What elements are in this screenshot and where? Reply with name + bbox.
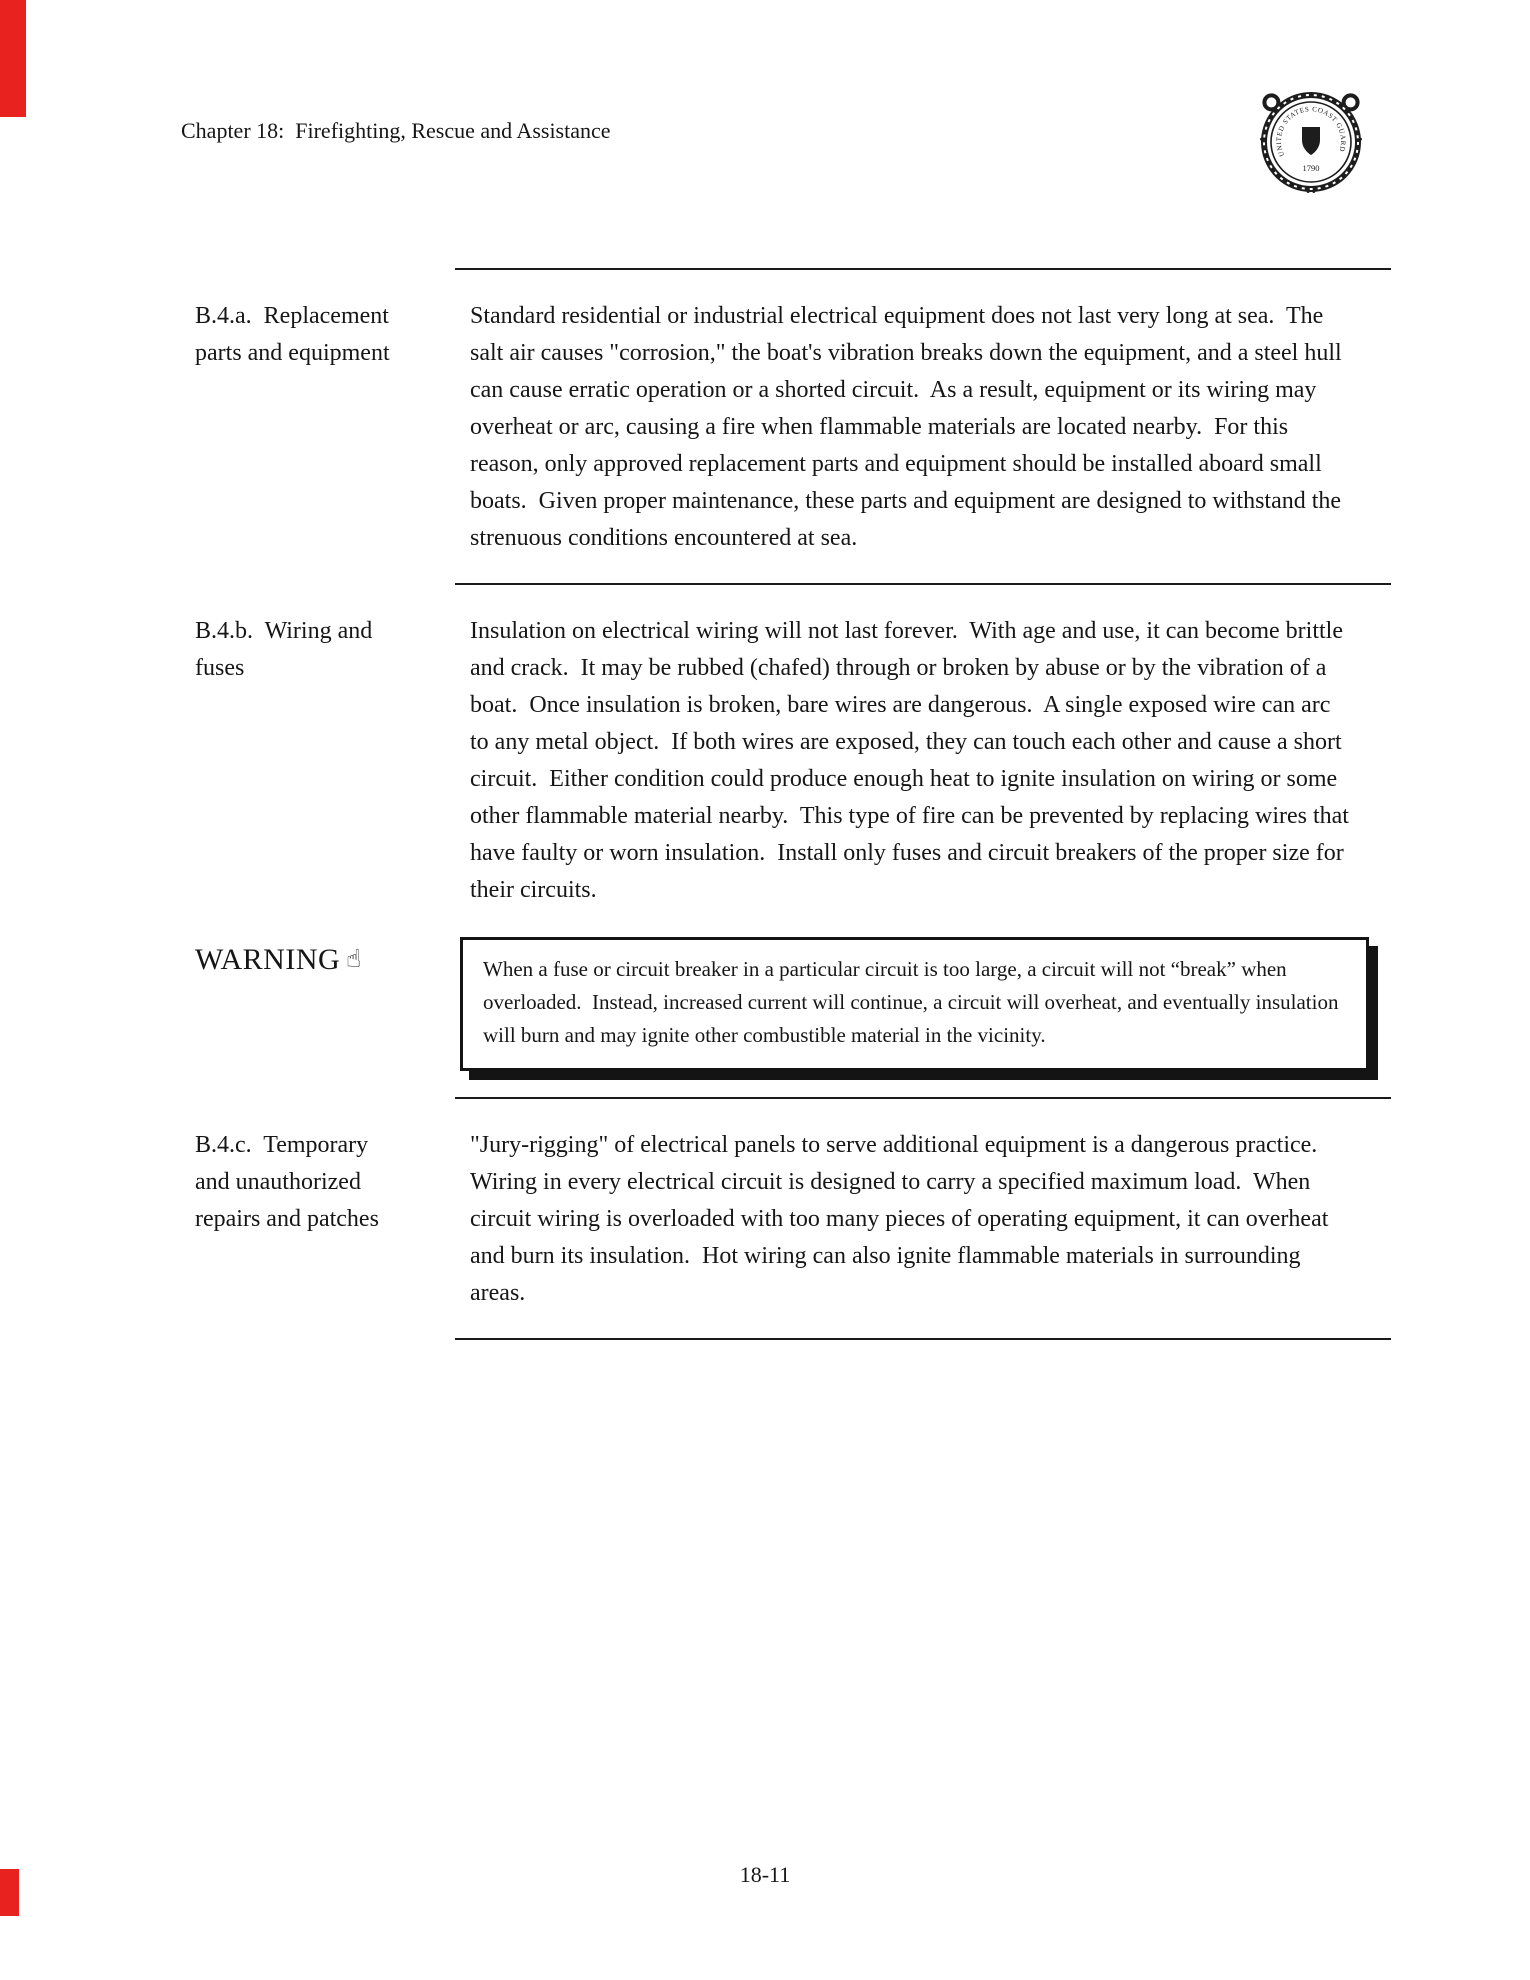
divider [455, 1338, 1391, 1340]
seal-year: 1790 [1302, 163, 1320, 173]
chapter-header: Chapter 18: Firefighting, Rescue and Assistance [181, 118, 611, 143]
seal-ring-text: UNITED STATES COAST GUARD [1274, 105, 1348, 158]
section-b4a [195, 270, 1391, 583]
warning-heading-label: WARNING [195, 943, 341, 976]
coast-guard-seal [1224, 68, 1398, 216]
page-number: 18-11 [739, 1862, 791, 1887]
section-body: Insulation on electrical wiring will not last forever. With age and use, it can become brittle and crack. It may be rubbed (chafed) through or broken by abuse or by the vibration of a boat. Once insulation is broken, bare wires are dangerous. A single exposed wire can arc to any metal object. If both wires are exposed, they can touch each other and cause a short circuit. Either condition could produce enough heat to ignite insulation on wiring or some other flammable material nearby. This type of fire can be prevented by replacing wires that have faulty or worn insulation. Install only fuses and circuit breakers of the proper size for their circuits. [470, 618, 1355, 903]
warning-box [460, 937, 1369, 1071]
section-body: Standard residential or industrial electrical equipment does not last very long at sea. The salt air causes "corrosion," the boat's vibration breaks down the equipment, and a steel hull can cause erratic operation or a shorted circuit. As a result, equipment or its wiring may overheat or arc, causing a fire when flammable materials are located nearby. For this reason, only approved replacement parts and equipment should be installed aboard small boats. Given proper maintenance, these parts and equipment are designed to withstand the strenuous conditions encountered at sea. [470, 303, 1348, 551]
warning-block [195, 935, 1391, 1071]
warning-heading [195, 935, 460, 1071]
section-label: B.4.c. Temporary and unauthorized repairs and patches [195, 1132, 379, 1232]
section-label: B.4.a. Replacement parts and equipment [195, 303, 395, 366]
section-label: B.4.b. Wiring and fuses [195, 618, 379, 681]
hand-icon: ☝ [346, 944, 362, 973]
section-b4b [195, 585, 1391, 935]
page-edge-mark-top [0, 0, 26, 117]
page-body [195, 268, 1391, 1340]
warning-text: When a fuse or circuit breaker in a particular circuit is too large, a circuit will not “break” when overloaded. Instead, increased current will continue, a circuit will overheat, and eventually insulation will burn and may ignite other combustible material in the vicinity. [483, 957, 1344, 1047]
section-body: "Jury-rigging" of electrical panels to serve additional equipment is a dangerous practice. Wiring in every electrical circuit is designed to carry a specified maximum load. When circuit wiring is overloaded with too many pieces of operating equipment, it can overheat and burn its insulation. Hot wiring can also ignite flammable materials in surrounding areas. [470, 1132, 1335, 1306]
section-b4c [195, 1099, 1391, 1338]
